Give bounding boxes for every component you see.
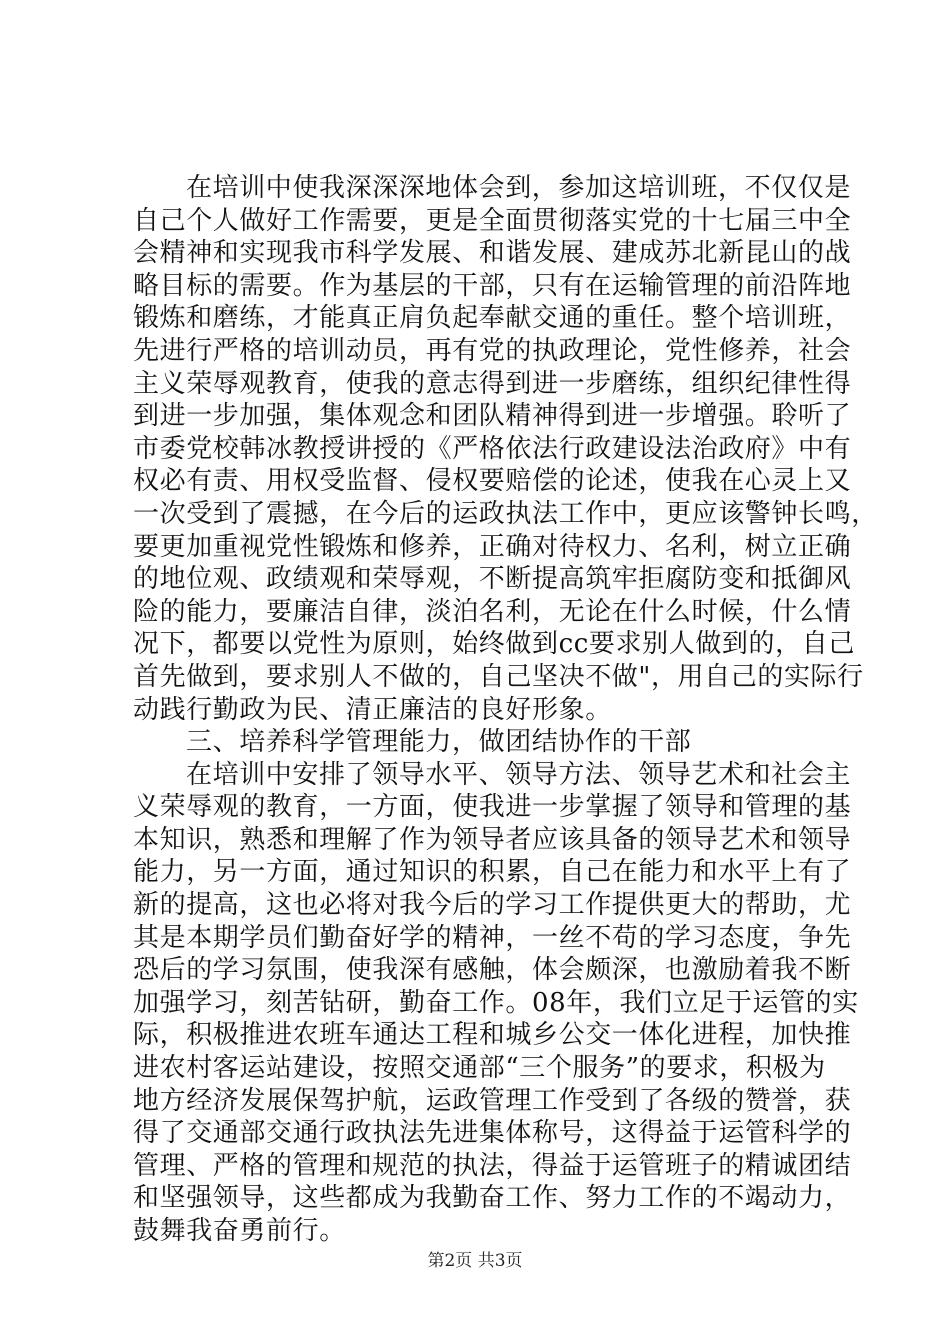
paragraph-2-line-10: 进农村客运站建设，按照交通部“三个服务”的要求，积极为 [133, 1053, 826, 1084]
paragraph-2-line-14: 和坚强领导，这些都成为我勤奋工作、努力工作的不竭动力， [133, 1183, 852, 1214]
paragraph-1-line-4: 略目标的需要。作为基层的干部，只有在运输管理的前沿阵地 [133, 270, 852, 301]
section-heading: 三、培养科学管理能力，做团结协作的干部 [186, 727, 692, 758]
paragraph-2-line-13: 管理、严格的管理和规范的执法，得益于运管班子的精诚团结 [133, 1150, 852, 1181]
paragraph-2-line-9: 际，积极推进农班车通达工程和城乡公交一体化进程，加快推 [133, 1020, 852, 1051]
paragraph-1-line-13: 的地位观、政绩观和荣辱观，不断提高筑牢拒腐防变和抵御风 [133, 564, 852, 595]
paragraph-1-line-14: 险的能力，要廉洁自律，淡泊名利，无论在什么时候，什么情 [133, 596, 852, 627]
page-number-footer: 第2页 共3页 [427, 1251, 523, 1271]
paragraph-2-line-2: 义荣辱观的教育，一方面，使我进一步掌握了领导和管理的基 [133, 792, 852, 823]
paragraph-1-line-16: 首先做到，要求别人不做的，自己坚决不做"，用自己的实际行 [133, 661, 864, 692]
paragraph-2-line-4: 能力，另一方面，通过知识的积累，自己在能力和水平上有了 [133, 857, 852, 888]
paragraph-1-line-5: 锻炼和磨练，才能真正肩负起奉献交通的重任。整个培训班， [133, 303, 852, 334]
paragraph-2-line-15: 鼓舞我奋勇前行。 [133, 1216, 346, 1246]
paragraph-1-line-12: 要更加重视党性锻炼和修养，正确对待权力、名利，树立正确 [133, 531, 852, 562]
paragraph-2-line-1: 在培训中安排了领导水平、领导方法、领导艺术和社会主 [186, 759, 852, 790]
paragraph-2-line-5: 新的提高，这也必将对我今后的学习工作提供更大的帮助，尤 [133, 890, 852, 921]
paragraph-1-line-15: 况下，都要以党性为原则，始终做到cc要求别人做到的，自己 [133, 629, 855, 660]
paragraph-1-line-6: 先进行严格的培训动员，再有党的执政理论，党性修养，社会 [133, 335, 852, 366]
paragraph-2-line-3: 本知识，熟悉和理解了作为领导者应该具备的领导艺术和领导 [133, 824, 852, 855]
paragraph-1-line-9: 市委党校韩冰教授讲授的《严格依法行政建设法治政府》中有 [133, 433, 852, 464]
paragraph-1-line-2: 自己个人做好工作需要，更是全面贯彻落实党的十七届三中全 [133, 205, 852, 236]
paragraph-1-line-11: 一次受到了震撼，在今后的运政执法工作中，更应该警钟长鸣， [133, 498, 878, 529]
paragraph-2-line-12: 得了交通部交通行政执法先进集体称号，这得益于运管科学的 [133, 1118, 852, 1149]
paragraph-1-line-3: 会精神和实现我市科学发展、和谐发展、建成苏北新昆山的战 [133, 238, 852, 269]
paragraph-1-line-10: 权必有责、用权受监督、侵权要赔偿的论述，使我在心灵上又 [133, 466, 852, 497]
document-body [133, 172, 878, 1248]
paragraph-2-line-8: 加强学习，刻苦钻研，勤奋工作。08年，我们立足于运管的实 [133, 987, 859, 1018]
paragraph-1-line-7: 主义荣辱观教育，使我的意志得到进一步磨练，组织纪律性得 [133, 368, 852, 399]
paragraph-1-line-1: 在培训中使我深深深地体会到，参加这培训班，不仅仅是 [186, 173, 852, 203]
paragraph-2-line-7: 恐后的学习氛围，使我深有感触，体会颇深，也激励着我不断 [133, 955, 852, 986]
paragraph-1-line-8: 到进一步加强，集体观念和团队精神得到进一步增强。聆听了 [133, 401, 852, 432]
paragraph-1-line-17: 动践行勤政为民、清正廉洁的良好形象。 [133, 694, 612, 725]
paragraph-2-line-6: 其是本期学员们勤奋好学的精神，一丝不苟的学习态度，争先 [133, 922, 852, 953]
paragraph-2-line-11: 地方经济发展保驾护航，运政管理工作受到了各级的赞誉，获 [133, 1085, 852, 1116]
